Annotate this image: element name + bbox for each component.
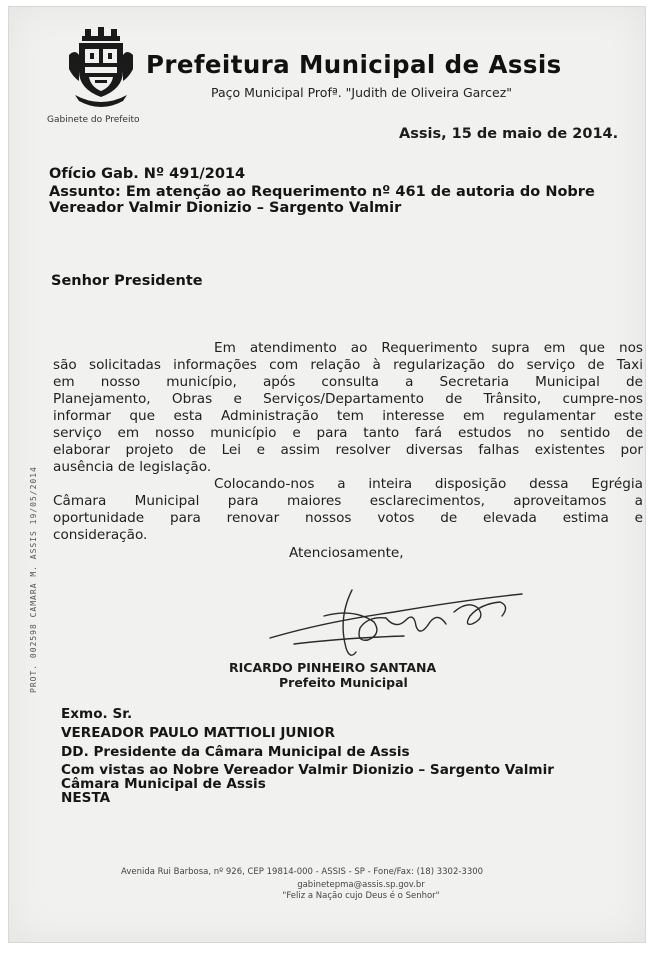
paragraph-line: oportunidade para renovar nossos votos de elevada estima e	[53, 510, 643, 526]
addressee-line: Exmo. Sr.	[61, 706, 133, 722]
paragraph-line: Em atendimento ao Requerimento supra em que nos	[214, 340, 643, 356]
footer-address: Avenida Rui Barbosa, nº 926, CEP 19814-000 - ASSIS - SP - Fone/Fax: (18) 3302-3300	[121, 867, 484, 877]
salutation: Senhor Presidente	[51, 273, 203, 289]
paragraph-line: Câmara Municipal para maiores esclarecimentos, aproveitamos a	[53, 493, 643, 509]
footer-motto: "Feliz a Nação cujo Deus é o Senhor"	[282, 891, 440, 901]
addressee-line: NESTA	[61, 790, 111, 806]
paragraph-line: serviço em nosso município e para tanto fará estudos no sentido de	[53, 425, 643, 441]
paragraph-line: elaborar projeto de Lei e assim resolver diversas falhas existentes por	[53, 442, 643, 458]
addressee-line: VEREADOR PAULO MATTIOLI JUNIOR	[61, 725, 335, 741]
protocol-stamp: PROT. 002598 CAMARA M. ASSIS 19/05/2014	[29, 466, 38, 693]
addressee-line: Com vistas ao Nobre Vereador Valmir Dionizio – Sargento Valmir	[61, 762, 554, 778]
document-page	[8, 6, 646, 943]
addressee-line: Câmara Municipal de Assis	[61, 776, 266, 792]
office-label: Gabinete do Prefeito	[47, 115, 140, 125]
signatory-name: RICARDO PINHEIRO SANTANA	[229, 660, 437, 675]
handwritten-signature	[264, 582, 524, 662]
footer-email: gabinetepma@assis.sp.gov.br	[297, 880, 425, 890]
paragraph-line: são solicitadas informações com relação à regularização do serviço de Taxi	[53, 357, 643, 373]
letter-subject-line-2: Vereador Valmir Dionizio – Sargento Valmir	[49, 200, 402, 216]
paragraph-line: Colocando-nos a inteira disposição dessa Egrégia	[214, 476, 643, 492]
signatory-title: Prefeito Municipal	[279, 675, 408, 690]
paragraph-line: informar que esta Administração tem interesse em regulamentar este	[53, 408, 643, 424]
paragraph-line: em nosso município, após consulta a Secretaria Municipal de	[53, 374, 643, 390]
letter-reference: Ofício Gab. Nº 491/2014	[49, 166, 246, 182]
coat-of-arms-icon	[65, 25, 137, 107]
paragraph-line: Planejamento, Obras e Serviços/Departamento de Trânsito, cumpre-nos	[53, 391, 643, 407]
addressee-line: DD. Presidente da Câmara Municipal de Assis	[61, 744, 410, 760]
letter-subject-line-1: Assunto: Em atenção ao Requerimento nº 461 de autoria do Nobre	[49, 184, 595, 200]
paragraph-line: consideração.	[53, 527, 148, 543]
organization-subtitle: Paço Municipal Profª. "Judith de Oliveira Garcez"	[211, 85, 513, 100]
paragraph-line: ausência de legislação.	[53, 459, 212, 475]
organization-name: Prefeitura Municipal de Assis	[146, 50, 562, 79]
closing: Atenciosamente,	[289, 545, 404, 561]
letter-date: Assis, 15 de maio de 2014.	[399, 126, 619, 142]
